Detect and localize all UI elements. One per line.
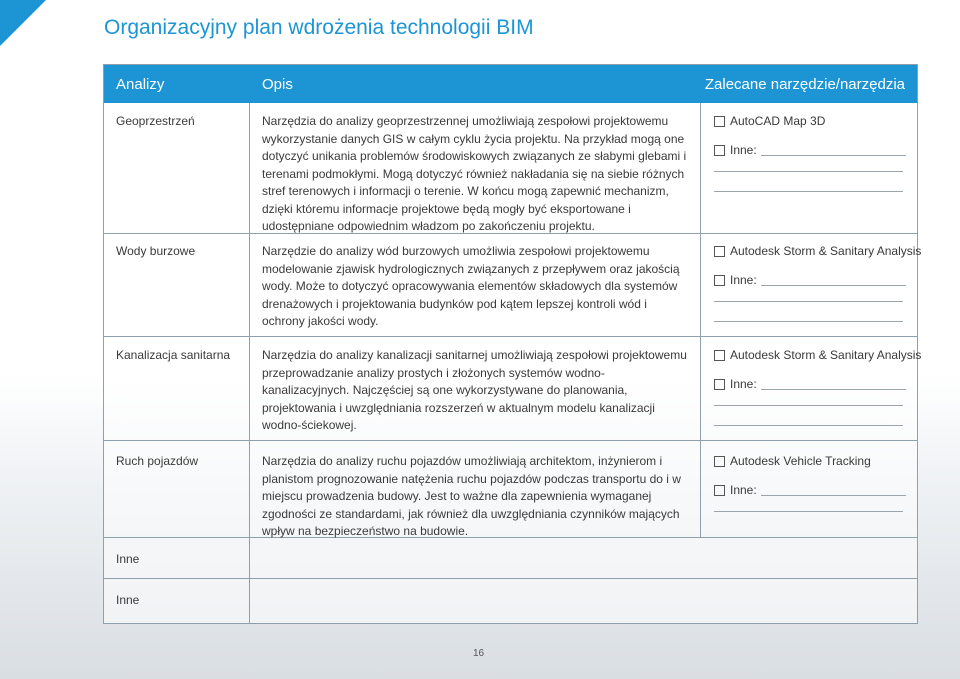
row-name: Wody burzowe xyxy=(116,244,196,258)
header-narzedzia: Zalecane narzędzie/narzędzia xyxy=(704,76,905,93)
column-divider xyxy=(249,103,250,623)
page-number: 16 xyxy=(473,648,485,659)
column-divider xyxy=(700,103,701,537)
checkbox[interactable] xyxy=(714,379,725,390)
header-opis: Opis xyxy=(262,76,293,93)
checkbox[interactable] xyxy=(714,116,725,127)
tool-option[interactable]: AutoCAD Map 3D xyxy=(714,113,914,130)
analysis-table xyxy=(103,64,922,624)
row-description: Narzędzia do analizy ruchu pojazdów umożliwiają architektom, inżynierom i planistom prognozowanie natężenia ruchu pojazdów podczas transportu do i w miejscu prowadzenia budowy. Jest to ważne dla zapewnienia wymaganej zgodności ze standardami, jak również dla uwzględniania czynników mających wpływ na bezpieczeństwo na budowie. xyxy=(262,454,681,538)
fill-line[interactable] xyxy=(714,511,903,512)
fill-line[interactable] xyxy=(761,155,906,156)
fill-line[interactable] xyxy=(761,285,906,286)
checkbox[interactable] xyxy=(714,145,725,156)
page-title: Organizacyjny plan wdrożenia technologii BIM xyxy=(104,16,534,39)
corner-accent xyxy=(0,0,46,46)
tool-option[interactable]: Autodesk Storm & Sanitary Analysis xyxy=(714,347,914,364)
checkbox[interactable] xyxy=(714,275,725,286)
fill-line[interactable] xyxy=(714,321,903,322)
checkbox[interactable] xyxy=(714,485,725,496)
row-description: Narzędzia do analizy kanalizacji sanitarnej umożliwiają zespołowi projektowemu przeprowadzanie analizy prostych i złożonych systemów wodno-kanalizacyjnych. Najczęściej są one wykorzystywane do planowania, projektowania i uwzględniania rozszerzeń w aktualnym modelu kanalizacji wodno-ściekowej. xyxy=(262,348,687,432)
row-description: Narzędzie do analizy wód burzowych umożliwia zespołowi projektowemu modelowanie zjawisk hydrologicznych związanych z przepływem oraz jakością wody. Może to dotyczyć opracowywania elementów składowych dla systemów drenażowych i projektowania budynków pod kątem lepszej kontroli wód i ochrony jakości wody. xyxy=(262,244,680,328)
tool-options xyxy=(714,347,922,445)
other-option[interactable]: Inne: xyxy=(714,272,914,289)
tool-options xyxy=(714,243,922,341)
tool-option[interactable]: Autodesk Vehicle Tracking xyxy=(714,453,914,470)
fill-line[interactable] xyxy=(714,191,903,192)
row-name: Inne xyxy=(116,593,140,607)
header-analizy: Analizy xyxy=(116,76,165,93)
table-header xyxy=(104,65,917,103)
other-option[interactable]: Inne: xyxy=(714,376,914,393)
tool-options xyxy=(714,113,914,211)
checkbox[interactable] xyxy=(714,350,725,361)
fill-line[interactable] xyxy=(714,301,903,302)
row-name: Inne xyxy=(116,552,140,566)
fill-line[interactable] xyxy=(761,389,906,390)
other-option[interactable]: Inne: xyxy=(714,142,914,159)
row-description: Narzędzia do analizy geoprzestrzennej umożliwiają zespołowi projektowemu wykorzystanie danych GIS w całym cyklu życia projektu. Na przykład mogą one dotyczyć unikania problemów środowiskowych związanych ze słabymi glebami i terenami podmokłymi. Mogą dotyczyć również nakładania się na siebie różnych stref terenowych i informacji o terenie. W końcu mogą zapewnić mechanizm, dzięki któremu informacje projektowe będą mogły być eksportowane i udostępniane odpowiednim władzom po zakończeniu projektu. xyxy=(262,114,687,233)
row-name: Geoprzestrzeń xyxy=(116,114,195,128)
other-option[interactable]: Inne: xyxy=(714,482,914,499)
fill-line[interactable] xyxy=(714,171,903,172)
fill-line[interactable] xyxy=(761,495,906,496)
tool-option[interactable]: Autodesk Storm & Sanitary Analysis xyxy=(714,243,914,260)
tool-options xyxy=(714,453,914,531)
checkbox[interactable] xyxy=(714,456,725,467)
row-divider xyxy=(104,578,917,579)
fill-line[interactable] xyxy=(714,405,903,406)
checkbox[interactable] xyxy=(714,246,725,257)
row-name: Kanalizacja sanitarna xyxy=(116,348,231,362)
fill-line[interactable] xyxy=(714,425,903,426)
row-name: Ruch pojazdów xyxy=(116,454,199,468)
